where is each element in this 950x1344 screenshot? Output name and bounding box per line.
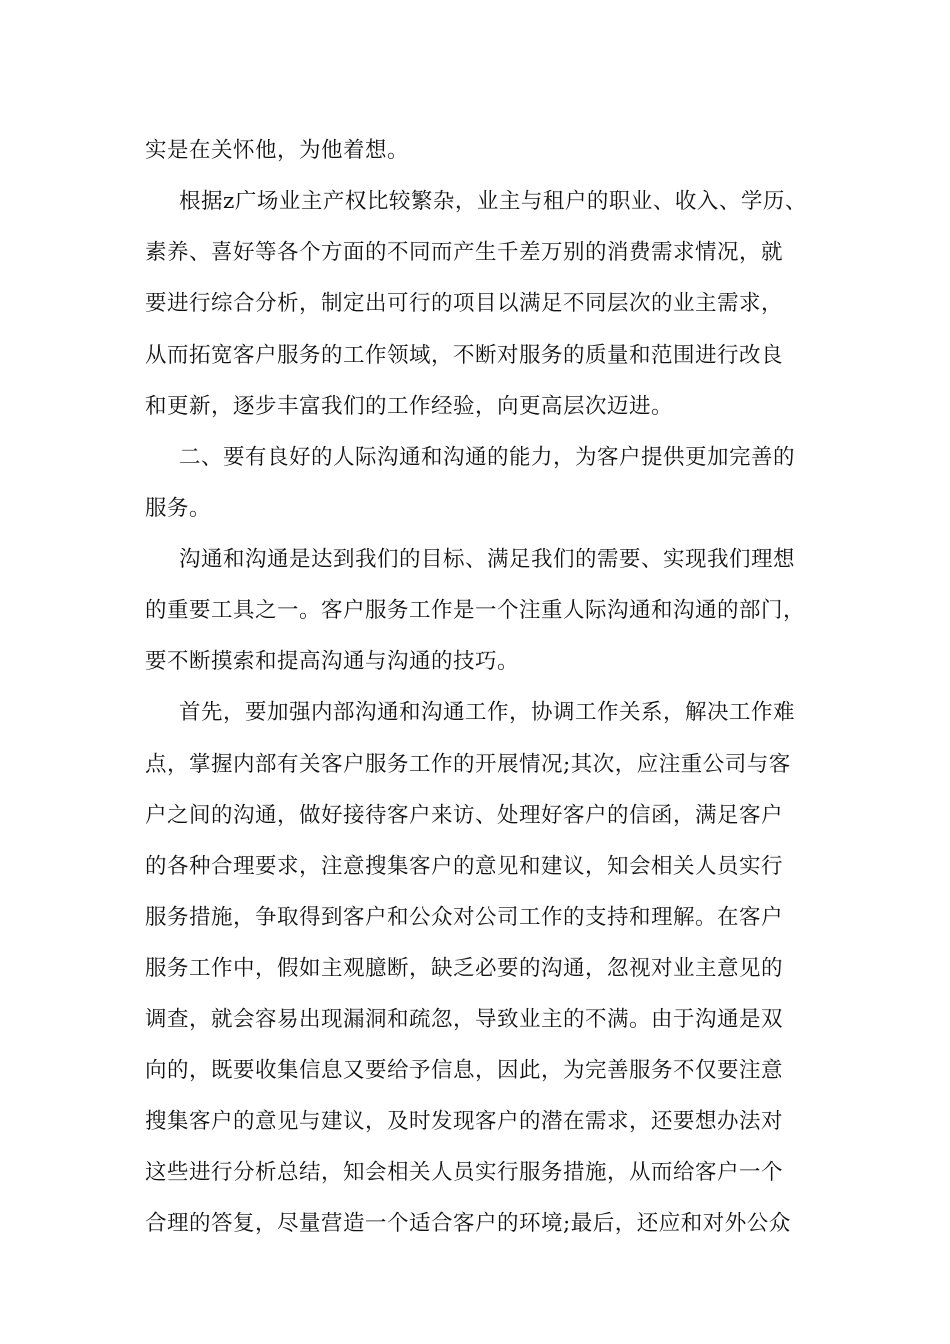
text-line: 服务工作中，假如主观臆断，缺乏必要的沟通，忽视对业主意见的: [145, 956, 784, 981]
text-line: 调查，就会容易出现漏洞和疏忽，导致业主的不满。由于沟通是双: [145, 1007, 784, 1032]
text-line: 沟通和沟通是达到我们的目标、满足我们的需要、实现我们理想: [179, 547, 796, 572]
text-line: 户之间的沟通，做好接待客户来访、处理好客户的信函，满足客户: [145, 803, 784, 828]
text-line: 点，掌握内部有关客户服务工作的开展情况;其次，应注重公司与客: [145, 752, 791, 777]
text-line: 二、要有良好的人际沟通和沟通的能力，为客户提供更加完善的: [179, 445, 796, 470]
text-line: 根据z广场业主产权比较繁杂，业主与租户的职业、收入、学历、: [179, 189, 807, 214]
text-line: 搜集客户的意见与建议，及时发现客户的潜在需求，还要想办法对: [145, 1109, 784, 1134]
text-line: 合理的答复，尽量营造一个适合客户的环境;最后，还应和对外公众: [145, 1211, 791, 1236]
text-line: 服务。: [145, 496, 212, 521]
text-line: 素养、喜好等各个方面的不同而产生千差万别的消费需求情况，就: [145, 240, 784, 265]
text-line: 要不断摸索和提高沟通与沟通的技巧。: [145, 649, 520, 674]
text-line: 服务措施，争取得到客户和公众对公司工作的支持和理解。在客户: [145, 905, 784, 930]
text-line: 的重要工具之一。客户服务工作是一个注重人际沟通和沟通的部门，: [145, 598, 806, 623]
text-line: 要进行综合分析，制定出可行的项目以满足不同层次的业主需求，: [145, 291, 784, 316]
text-line: 这些进行分析总结，知会相关人员实行服务措施，从而给客户一个: [145, 1160, 784, 1185]
text-line: 的各种合理要求，注意搜集客户的意见和建议，知会相关人员实行: [145, 854, 784, 879]
text-line: 首先，要加强内部沟通和沟通工作，协调工作关系，解决工作难: [179, 700, 796, 725]
text-line: 实是在关怀他，为他着想。: [145, 138, 410, 163]
text-line: 向的，既要收集信息又要给予信息，因此，为完善服务不仅要注意: [145, 1058, 784, 1083]
text-line: 和更新，逐步丰富我们的工作经验，向更高层次迈进。: [145, 394, 674, 419]
text-line: 从而拓宽客户服务的工作领域，不断对服务的质量和范围进行改良: [145, 343, 784, 368]
